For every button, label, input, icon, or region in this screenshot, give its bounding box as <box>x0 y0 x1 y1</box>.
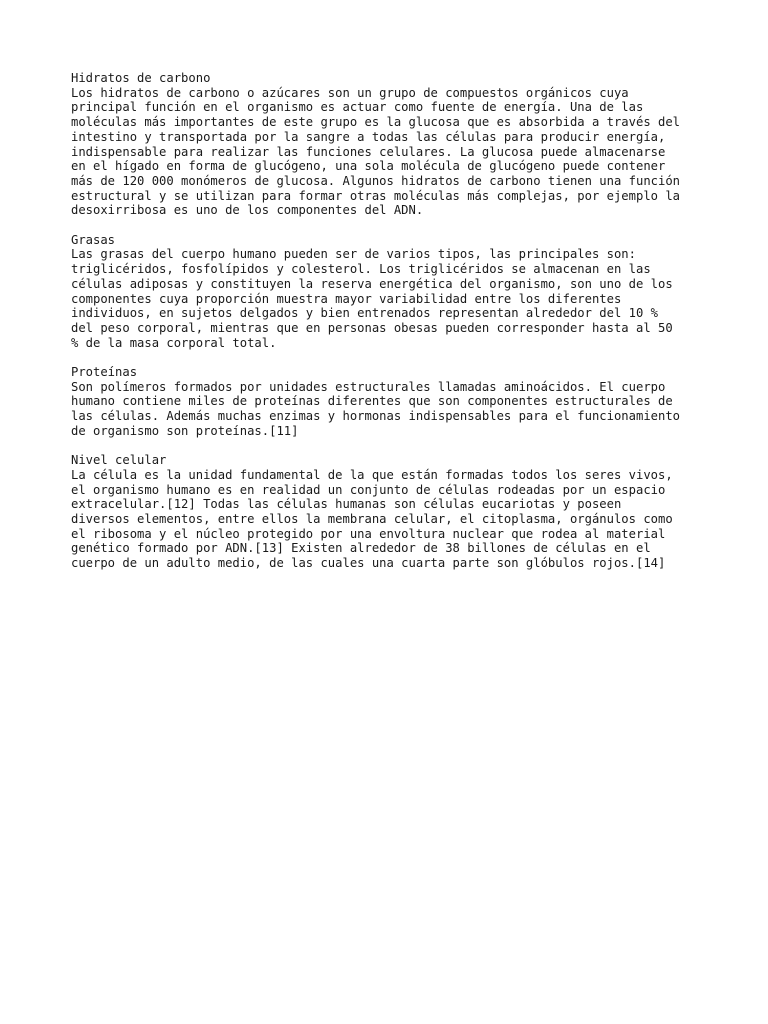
paragraph-line: humano contiene miles de proteínas diferentes que son componentes estructurales de <box>71 394 673 409</box>
paragraph-line: extracelular.[12] Todas las células humanas son células eucariotas y poseen <box>71 497 622 512</box>
paragraph-line: diversos elementos, entre ellos la membrana celular, el citoplasma, orgánulos como <box>71 512 673 527</box>
paragraph-line: las células. Además muchas enzimas y hormonas indispensables para el funcionamiento <box>71 409 681 424</box>
paragraph-line: principal función en el organismo es actuar como fuente de energía. Una de las <box>71 100 644 115</box>
paragraph-line: La célula es la unidad fundamental de la que están formadas todos los seres vivos, <box>71 467 673 482</box>
section-heading: Nivel celular <box>71 453 167 468</box>
paragraph-line: % de la masa corporal total. <box>71 335 277 350</box>
paragraph-line: el ribosoma y el núcleo protegido por una envoltura nuclear que rodea al material <box>71 526 666 541</box>
paragraph-line: más de 120 000 monómeros de glucosa. Algunos hidratos de carbono tienen una función <box>71 173 681 188</box>
section-heading: Hidratos de carbono <box>71 71 211 85</box>
paragraph-line: cuerpo de un adulto medio, de las cuales una cuarta parte son glóbulos rojos.[14] <box>71 556 666 571</box>
paragraph-line: Son polímeros formados por unidades estructurales llamadas aminoácidos. El cuerpo <box>71 379 666 394</box>
paragraph-line: del peso corporal, mientras que en personas obesas pueden corresponder hasta al 50 <box>71 320 673 335</box>
paragraph-line: Los hidratos de carbono o azúcares son un grupo de compuestos orgánicos cuya <box>71 85 629 100</box>
section-nivel-celular <box>71 453 711 571</box>
paragraph-line: en el hígado en forma de glucógeno, una sola molécula de glucógeno puede contener <box>71 159 666 174</box>
paragraph-line: células adiposas y constituyen la reserva energética del organismo, son uno de los <box>71 276 673 291</box>
section-grasas <box>71 233 711 351</box>
section-heading: Grasas <box>71 232 116 247</box>
paragraph-line: genético formado por ADN.[13] Existen alrededor de 38 billones de células en el <box>71 541 651 556</box>
paragraph-line: el organismo humano es en realidad un conjunto de células rodeadas por un espacio <box>71 482 666 497</box>
paragraph-line: intestino y transportada por la sangre a todas las células para producir energía, <box>71 129 666 144</box>
paragraph-line: indispensable para realizar las funciones celulares. La glucosa puede almacenarse <box>71 144 666 159</box>
section-hidratos-de-carbono <box>71 71 711 218</box>
paragraph-line: de organismo son proteínas.[11] <box>71 423 299 438</box>
paragraph-line: individuos, en sujetos delgados y bien entrenados representan alrededor del 10 % <box>71 306 658 321</box>
paragraph-line: moléculas más importantes de este grupo es la glucosa que es absorbida a través del <box>71 115 681 130</box>
document-page <box>71 71 711 586</box>
paragraph-line: Las grasas del cuerpo humano pueden ser de varios tipos, las principales son: <box>71 247 636 262</box>
section-proteinas <box>71 365 711 439</box>
paragraph-line: componentes cuya proporción muestra mayor variabilidad entre los diferentes <box>71 291 622 306</box>
paragraph-line: triglicéridos, fosfolípidos y colesterol. Los triglicéridos se almacenan en las <box>71 262 651 277</box>
section-heading: Proteínas <box>71 365 138 380</box>
paragraph-line: estructural y se utilizan para formar otras moléculas más complejas, por ejemplo la <box>71 188 681 203</box>
paragraph-line: desoxirribosa es uno de los componentes del ADN. <box>71 203 424 218</box>
